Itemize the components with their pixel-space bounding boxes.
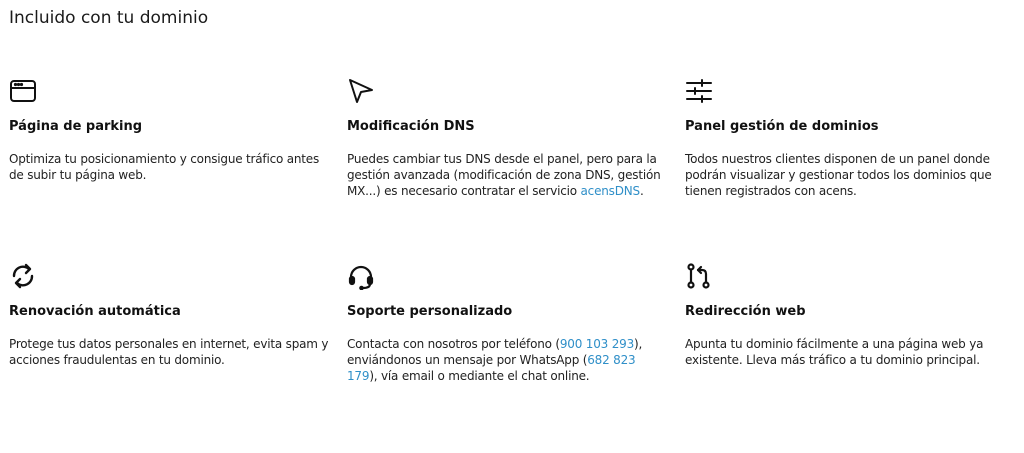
feature-description xyxy=(347,336,669,384)
feature-support xyxy=(347,262,669,384)
description-text: . xyxy=(639,184,644,198)
headset-icon xyxy=(347,262,375,290)
redirect-icon xyxy=(685,262,713,290)
feature-title: Página de parking xyxy=(9,119,143,134)
phone-link[interactable]: 900 103 293 xyxy=(559,337,635,351)
feature-title: Modificación DNS xyxy=(347,119,475,134)
description-text: Contacta con nosotros por teléfono ( xyxy=(347,337,560,351)
feature-title: Soporte personalizado xyxy=(347,304,513,319)
browser-window-icon xyxy=(9,77,37,105)
feature-panel xyxy=(685,77,1007,199)
feature-title: Panel gestión de dominios xyxy=(685,119,879,134)
feature-title: Redirección web xyxy=(685,304,806,319)
feature-parking xyxy=(9,77,331,183)
feature-title: Renovación automática xyxy=(9,304,181,319)
feature-description: Apunta tu dominio fácilmente a una página web ya existente. Lleva más tráfico a tu dominio principal. xyxy=(685,337,984,367)
sliders-icon xyxy=(685,77,713,105)
feature-redirect xyxy=(685,262,1007,368)
acensdns-link[interactable]: acensDNS xyxy=(580,184,640,198)
feature-description: Protege tus datos personales en internet, evita spam y acciones fraudulentas en tu dominio. xyxy=(9,337,329,367)
feature-renewal xyxy=(9,262,331,368)
feature-description: Todos nuestros clientes disponen de un panel donde podrán visualizar y gestionar todos los dominios que tienen registrados con acens. xyxy=(685,152,992,198)
cursor-pointer-icon xyxy=(347,77,375,105)
description-text: ), vía email o mediante el chat online. xyxy=(369,369,590,383)
description-text: ), enviándonos un mensaje por WhatsApp ( xyxy=(347,337,643,367)
description-text: Puedes cambiar tus DNS desde el panel, pero para la gestión avanzada (modificación de zona DNS, gestión MX...) es necesario contratar el servicio xyxy=(347,152,661,198)
feature-description: Optimiza tu posicionamiento y consigue tráfico antes de subir tu página web. xyxy=(9,152,320,182)
whatsapp-link[interactable]: 682 823 179 xyxy=(347,353,636,383)
feature-dns xyxy=(347,77,669,199)
feature-description xyxy=(347,151,669,199)
refresh-icon xyxy=(9,262,37,290)
section-title: Incluido con tu dominio xyxy=(9,8,209,28)
